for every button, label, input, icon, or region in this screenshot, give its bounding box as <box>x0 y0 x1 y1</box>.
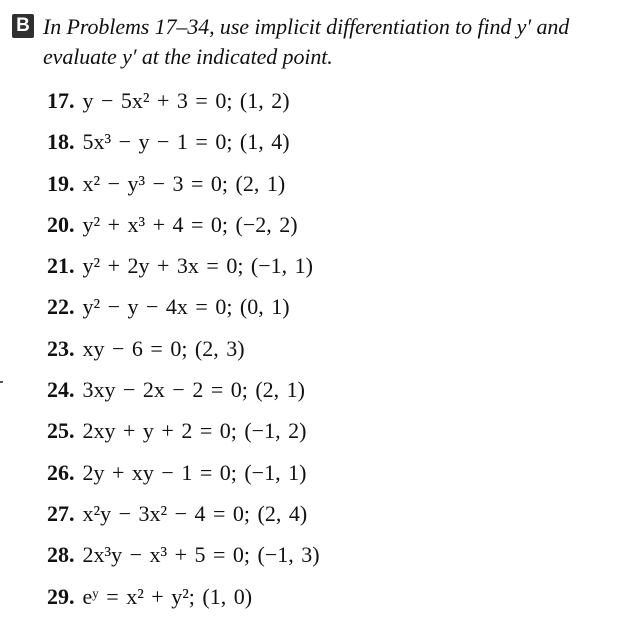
problem-equation: xy − 6 = 0; (2, 3) <box>82 335 245 361</box>
problem-number: 20. <box>47 211 75 237</box>
problem-item <box>47 458 320 499</box>
problem-item <box>47 210 320 251</box>
problem-equation: y − 5x² + 3 = 0; (1, 2) <box>82 88 290 113</box>
problem-equation: 3xy − 2x − 2 = 0; (2, 1) <box>82 377 305 403</box>
problem-number: 29. <box>47 583 75 609</box>
problem-number: 18. <box>47 129 75 155</box>
problem-item <box>47 540 320 581</box>
problem-item <box>47 292 320 333</box>
problem-equation: x²y − 3x² − 4 = 0; (2, 4) <box>82 500 308 526</box>
problem-number: 27. <box>47 500 75 526</box>
problem-equation: y² + 2y + 3x = 0; (−1, 1) <box>82 253 313 279</box>
problem-list <box>47 86 320 623</box>
problem-equation: eʸ = x² + y²; (1, 0) <box>82 583 253 609</box>
problem-item <box>47 127 320 168</box>
problem-equation: y² + x³ + 4 = 0; (−2, 2) <box>82 211 298 237</box>
instructions-text: In Problems 17–34, use implicit differentiation to find y′ and evaluate y′ at the indicated point. <box>43 14 570 69</box>
problem-number: 21. <box>47 253 75 279</box>
problem-equation: 5x³ − y − 1 = 0; (1, 4) <box>82 129 290 155</box>
problem-item <box>47 334 320 375</box>
problem-equation: x² − y³ − 3 = 0; (2, 1) <box>82 170 286 196</box>
problem-item <box>47 582 320 623</box>
problem-equation: 2xy + y + 2 = 0; (−1, 2) <box>82 418 307 444</box>
problem-equation: 2y + xy − 1 = 0; (−1, 1) <box>82 459 307 485</box>
problem-item <box>47 169 320 210</box>
problem-number: 26. <box>47 459 75 485</box>
problem-item <box>47 86 320 127</box>
problem-item <box>47 251 320 292</box>
problem-equation: 2x³y − x³ + 5 = 0; (−1, 3) <box>82 542 320 568</box>
problem-item <box>47 375 320 416</box>
problem-number: 28. <box>47 542 75 568</box>
margin-tick-mark <box>0 381 3 383</box>
problem-number: 23. <box>47 335 75 361</box>
problem-number: 25. <box>47 418 75 444</box>
problem-number: 17. <box>47 88 75 113</box>
problem-number: 19. <box>47 170 75 196</box>
problem-number: 22. <box>47 294 75 320</box>
problem-number: 24. <box>47 377 75 403</box>
problem-item <box>47 416 320 457</box>
section-badge: B <box>12 14 34 38</box>
problem-item <box>47 499 320 540</box>
problem-equation: y² − y − 4x = 0; (0, 1) <box>82 294 290 320</box>
